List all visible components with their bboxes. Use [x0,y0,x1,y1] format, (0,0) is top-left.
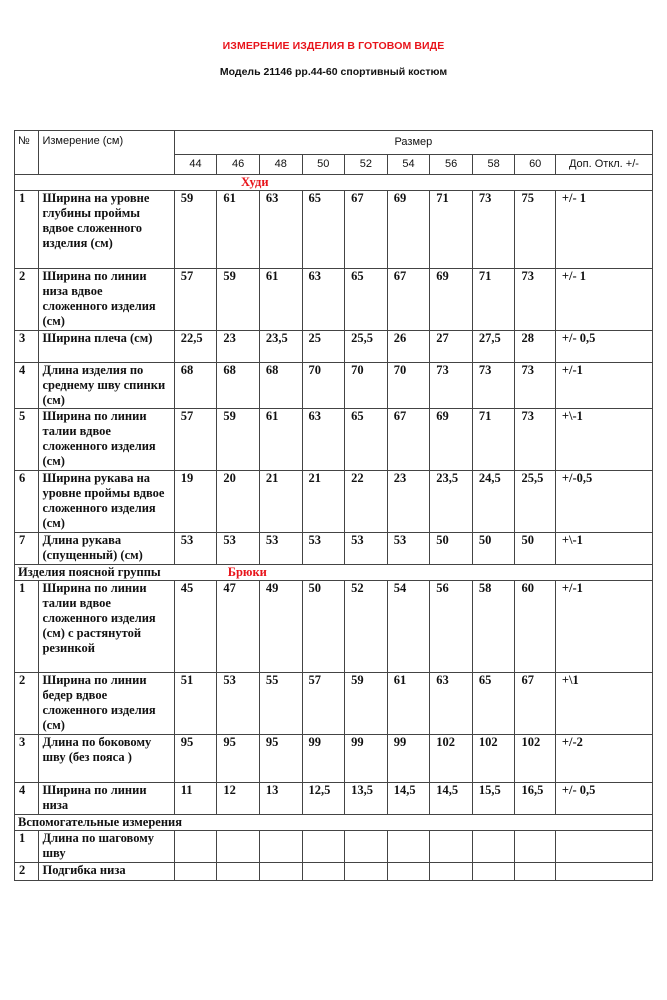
size-value: 53 [174,533,217,565]
empty-cell [515,863,555,881]
empty-cell [345,863,388,881]
size-value: 24,5 [472,471,515,533]
size-value: 28 [515,331,555,363]
size-value: 68 [217,363,260,409]
header-measure: Измерение (см) [39,131,174,175]
row-number: 2 [15,269,39,331]
page-title: ИЗМЕРЕНИЕ ИЗДЕЛИЯ В ГОТОВОМ ВИДЕ [222,40,445,52]
row-label: Ширина рукава на уровне проймы вдвое сложенного изделия (см) [39,471,174,533]
table-row [15,331,653,363]
size-value: 102 [515,735,555,783]
table-row [15,269,653,331]
empty-cell [259,831,302,863]
tolerance-value: +\-1 [555,533,652,565]
size-value: 99 [345,735,388,783]
size-value: 14,5 [430,783,473,815]
size-value: 57 [174,269,217,331]
size-value: 16,5 [515,783,555,815]
table-row [15,831,653,863]
size-value: 67 [515,673,555,735]
empty-cell [174,863,217,881]
size-value: 65 [345,269,388,331]
row-number: 1 [15,831,39,863]
size-value: 69 [430,409,473,471]
row-number: 1 [15,191,39,269]
empty-cell [472,831,515,863]
tolerance-value: +/- 0,5 [555,783,652,815]
size-value: 49 [259,581,302,673]
table-row [15,409,653,471]
size-value: 58 [472,581,515,673]
size-value: 23,5 [430,471,473,533]
size-value: 68 [174,363,217,409]
section-aux: Вспомогательные измерения [15,815,653,831]
tolerance-value: +/-1 [555,363,652,409]
tolerance-value: +/- 1 [555,269,652,331]
tolerance-value: +/-0,5 [555,471,652,533]
size-value: 14,5 [387,783,430,815]
tolerance-header: Доп. Откл. +/- [555,155,652,175]
empty-cell [472,863,515,881]
size-value: 26 [387,331,430,363]
empty-cell [387,831,430,863]
empty-cell [217,831,260,863]
measurement-table [14,130,653,881]
size-header: 60 [515,155,555,175]
table-row [15,783,653,815]
row-label: Ширина плеча (см) [39,331,174,363]
size-value: 47 [217,581,260,673]
tolerance-value: +/- 0,5 [555,331,652,363]
table-row [15,191,653,269]
row-label: Ширина по линии низа вдвое сложенного изделия (см) [39,269,174,331]
size-value: 56 [430,581,473,673]
size-value: 95 [174,735,217,783]
size-value: 52 [345,581,388,673]
size-header: 44 [174,155,217,175]
size-value: 19 [174,471,217,533]
size-value: 21 [259,471,302,533]
size-value: 13 [259,783,302,815]
size-header: 56 [430,155,473,175]
size-value: 50 [515,533,555,565]
size-value: 61 [217,191,260,269]
size-value: 68 [259,363,302,409]
size-value: 69 [430,269,473,331]
size-value: 20 [217,471,260,533]
row-label: Длина по боковому шву (без пояса ) [39,735,174,783]
size-value: 60 [515,581,555,673]
size-value: 102 [430,735,473,783]
size-header: 48 [259,155,302,175]
size-value: 67 [387,269,430,331]
row-label: Длина рукава (спущенный) (см) [39,533,174,565]
row-number: 3 [15,331,39,363]
size-value: 69 [387,191,430,269]
row-number: 6 [15,471,39,533]
size-value: 67 [387,409,430,471]
size-value: 50 [472,533,515,565]
size-value: 53 [217,673,260,735]
size-value: 61 [387,673,430,735]
size-value: 63 [259,191,302,269]
table-row [15,735,653,783]
size-value: 73 [430,363,473,409]
tolerance-value: +\1 [555,673,652,735]
size-value: 23 [387,471,430,533]
size-value: 65 [302,191,345,269]
size-value: 53 [387,533,430,565]
header-num: № [15,131,39,175]
row-label: Подгибка низа [39,863,174,881]
empty-cell [430,863,473,881]
table-row [15,471,653,533]
size-value: 71 [430,191,473,269]
size-value: 45 [174,581,217,673]
size-header: 52 [345,155,388,175]
section-title: Брюки [227,565,267,579]
size-value: 12,5 [302,783,345,815]
size-value: 70 [345,363,388,409]
table-row [15,673,653,735]
size-value: 25 [302,331,345,363]
size-value: 73 [472,363,515,409]
table-row [15,581,653,673]
row-number: 2 [15,863,39,881]
size-header: 50 [302,155,345,175]
size-value: 53 [217,533,260,565]
empty-cell [345,831,388,863]
size-value: 25,5 [345,331,388,363]
empty-cell [430,831,473,863]
size-value: 70 [387,363,430,409]
size-value: 53 [345,533,388,565]
size-value: 22 [345,471,388,533]
size-header: 54 [387,155,430,175]
size-value: 71 [472,409,515,471]
size-value: 13,5 [345,783,388,815]
size-value: 95 [217,735,260,783]
size-value: 73 [472,191,515,269]
size-value: 27,5 [472,331,515,363]
size-value: 50 [302,581,345,673]
table-row [15,863,653,881]
empty-cell [217,863,260,881]
size-value: 63 [430,673,473,735]
row-label: Ширина на уровне глубины проймы вдвое сложенного изделия (см) [39,191,174,269]
tolerance-value: +/-2 [555,735,652,783]
size-value: 53 [259,533,302,565]
empty-cell [387,863,430,881]
size-value: 55 [259,673,302,735]
empty-cell [555,863,652,881]
row-number: 7 [15,533,39,565]
size-value: 99 [387,735,430,783]
size-value: 65 [345,409,388,471]
row-label: Ширина по линии бедер вдвое сложенного изделия (см) [39,673,174,735]
empty-cell [515,831,555,863]
section-hoodie [15,175,653,191]
size-value: 61 [259,269,302,331]
row-label: Длина по шаговому шву [39,831,174,863]
size-header: 46 [217,155,260,175]
row-label: Длина изделия по среднему шву спинки (см) [39,363,174,409]
size-value: 73 [515,409,555,471]
empty-cell [302,863,345,881]
size-value: 53 [302,533,345,565]
size-header: 58 [472,155,515,175]
size-value: 22,5 [174,331,217,363]
tolerance-value: +/-1 [555,581,652,673]
size-value: 21 [302,471,345,533]
size-value: 95 [259,735,302,783]
size-value: 61 [259,409,302,471]
section-group: Изделия поясной группы [18,565,161,579]
size-value: 59 [217,409,260,471]
size-value: 71 [472,269,515,331]
size-value: 25,5 [515,471,555,533]
row-number: 2 [15,673,39,735]
empty-cell [555,831,652,863]
header-size: Размер [174,131,652,155]
row-label: Ширина по линии низа [39,783,174,815]
size-value: 73 [515,269,555,331]
size-value: 102 [472,735,515,783]
size-value: 65 [472,673,515,735]
size-value: 59 [217,269,260,331]
size-value: 63 [302,409,345,471]
section-pants [15,565,653,581]
size-value: 50 [430,533,473,565]
size-value: 70 [302,363,345,409]
row-number: 5 [15,409,39,471]
size-value: 12 [217,783,260,815]
row-number: 4 [15,363,39,409]
size-value: 23 [217,331,260,363]
size-value: 99 [302,735,345,783]
section-title: Худи [241,175,269,189]
size-value: 15,5 [472,783,515,815]
table-row [15,363,653,409]
size-value: 54 [387,581,430,673]
size-value: 57 [302,673,345,735]
empty-cell [174,831,217,863]
size-value: 27 [430,331,473,363]
size-value: 63 [302,269,345,331]
empty-cell [259,863,302,881]
size-value: 73 [515,363,555,409]
empty-cell [302,831,345,863]
size-value: 51 [174,673,217,735]
size-value: 59 [345,673,388,735]
row-label: Ширина по линии талии вдвое сложенного изделия (см) с растянутой резинкой [39,581,174,673]
size-value: 75 [515,191,555,269]
size-value: 23,5 [259,331,302,363]
tolerance-value: +/- 1 [555,191,652,269]
table-row [15,533,653,565]
size-value: 11 [174,783,217,815]
tolerance-value: +\-1 [555,409,652,471]
size-value: 57 [174,409,217,471]
row-number: 3 [15,735,39,783]
model-subtitle: Модель 21146 рр.44-60 спортивный костюм [219,66,448,78]
row-number: 4 [15,783,39,815]
size-value: 59 [174,191,217,269]
size-value: 67 [345,191,388,269]
row-number: 1 [15,581,39,673]
row-label: Ширина по линии талии вдвое сложенного изделия (см) [39,409,174,471]
